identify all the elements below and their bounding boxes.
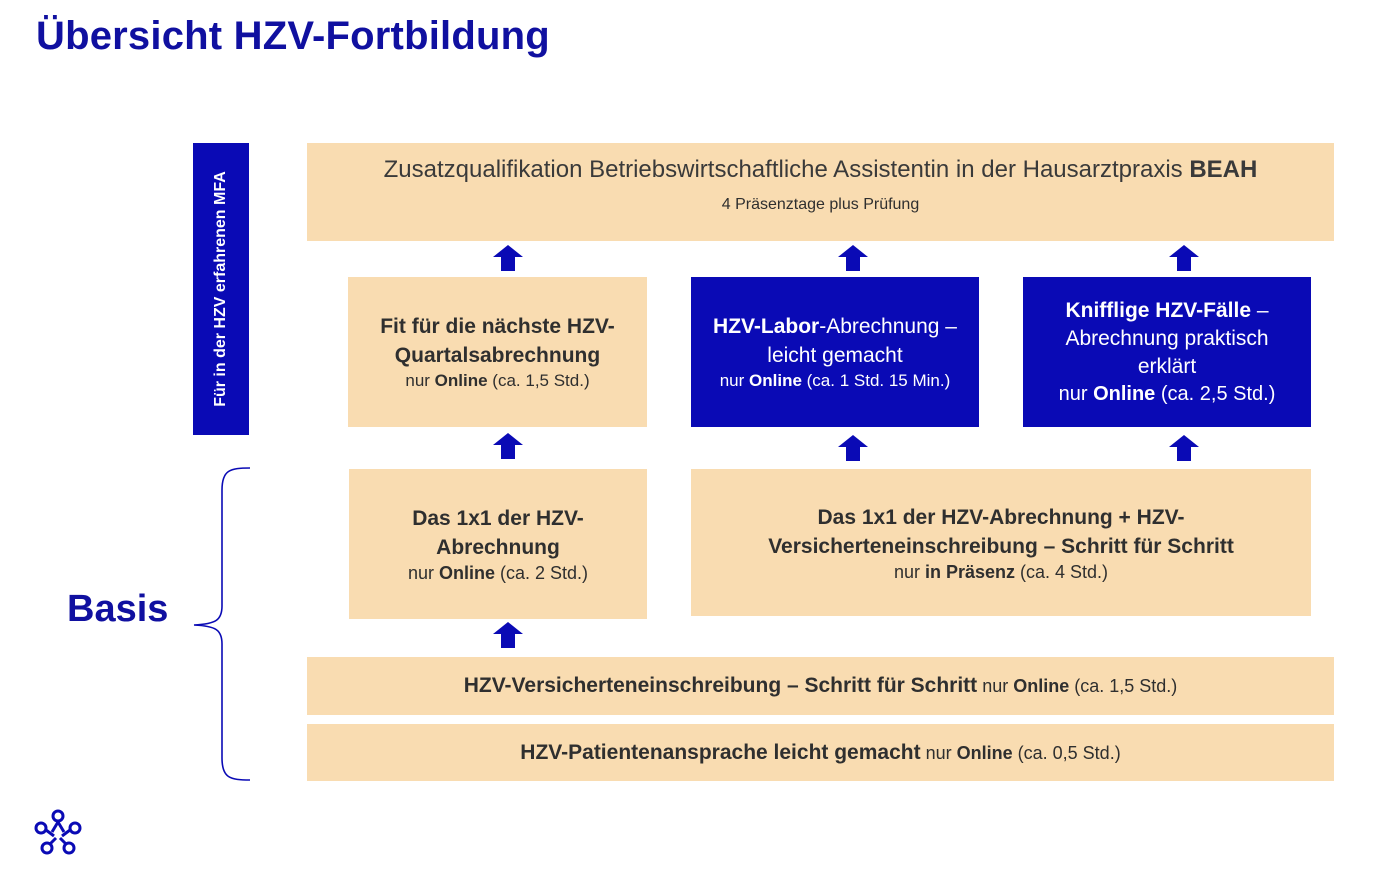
arrow-up-icon	[493, 433, 523, 459]
patienten-text: HZV-Patientenansprache leicht gemacht nur Online (ca. 0,5 Std.)	[520, 740, 1121, 764]
arrow-up-icon	[838, 435, 868, 461]
fit-quartal-box	[348, 277, 647, 427]
patienten-box	[307, 724, 1334, 781]
knifflig-details: nur Online (ca. 2,5 Std.)	[1058, 383, 1276, 405]
einmaleins-plus-details: nur in Präsenz (ca. 4 Std.)	[893, 561, 1109, 582]
arrow-up-icon	[1169, 435, 1199, 461]
organization-logo-icon	[32, 808, 84, 860]
einmaleins-box	[349, 469, 647, 619]
arrow-up-icon	[1169, 245, 1199, 271]
versicherten-text: HZV-Versicherteneinschreibung – Schritt für Schritt nur Online (ca. 1,5 Std.)	[463, 674, 1178, 697]
curly-brace-icon	[190, 466, 252, 782]
beah-box	[307, 143, 1334, 241]
arrow-up-icon	[493, 245, 523, 271]
knifflig-box	[1023, 277, 1311, 427]
einmaleins-plus-title: Das 1x1 der HZV-Abrechnung + HZV-Versicherteneinschreibung – Schritt für Schritt	[768, 505, 1234, 558]
labor-title: HZV-Labor-Abrechnung – leicht gemacht	[713, 315, 957, 367]
side-label-box	[193, 143, 249, 435]
fit-quartal-details: nur Online (ca. 1,5 Std.)	[405, 371, 590, 390]
versicherten-box	[307, 657, 1334, 715]
page-title: Übersicht HZV-Fortbildung	[36, 14, 550, 58]
basis-label: Basis	[67, 588, 169, 630]
einmaleins-plus-box	[691, 469, 1311, 616]
labor-details: nur Online (ca. 1 Std. 15 Min.)	[719, 371, 951, 390]
labor-box	[691, 277, 979, 427]
fit-quartal-title: Fit für die nächste HZV-Quartalsabrechnung	[380, 315, 615, 367]
arrow-up-icon	[838, 245, 868, 271]
beah-title: Zusatzqualifikation Betriebswirtschaftliche Assistentin in der Hausarztpraxis BEAH	[383, 156, 1258, 183]
einmaleins-details: nur Online (ca. 2 Std.)	[407, 563, 589, 583]
side-label: Für in der HZV erfahrenen MFA	[212, 171, 229, 407]
arrow-up-icon	[493, 622, 523, 648]
einmaleins-title: Das 1x1 der HZV-Abrechnung	[412, 507, 584, 559]
beah-subtitle: 4 Präsenztage plus Prüfung	[721, 196, 920, 213]
knifflig-title: Knifflige HZV-Fälle – Abrechnung praktisch erklärt	[1065, 299, 1269, 378]
